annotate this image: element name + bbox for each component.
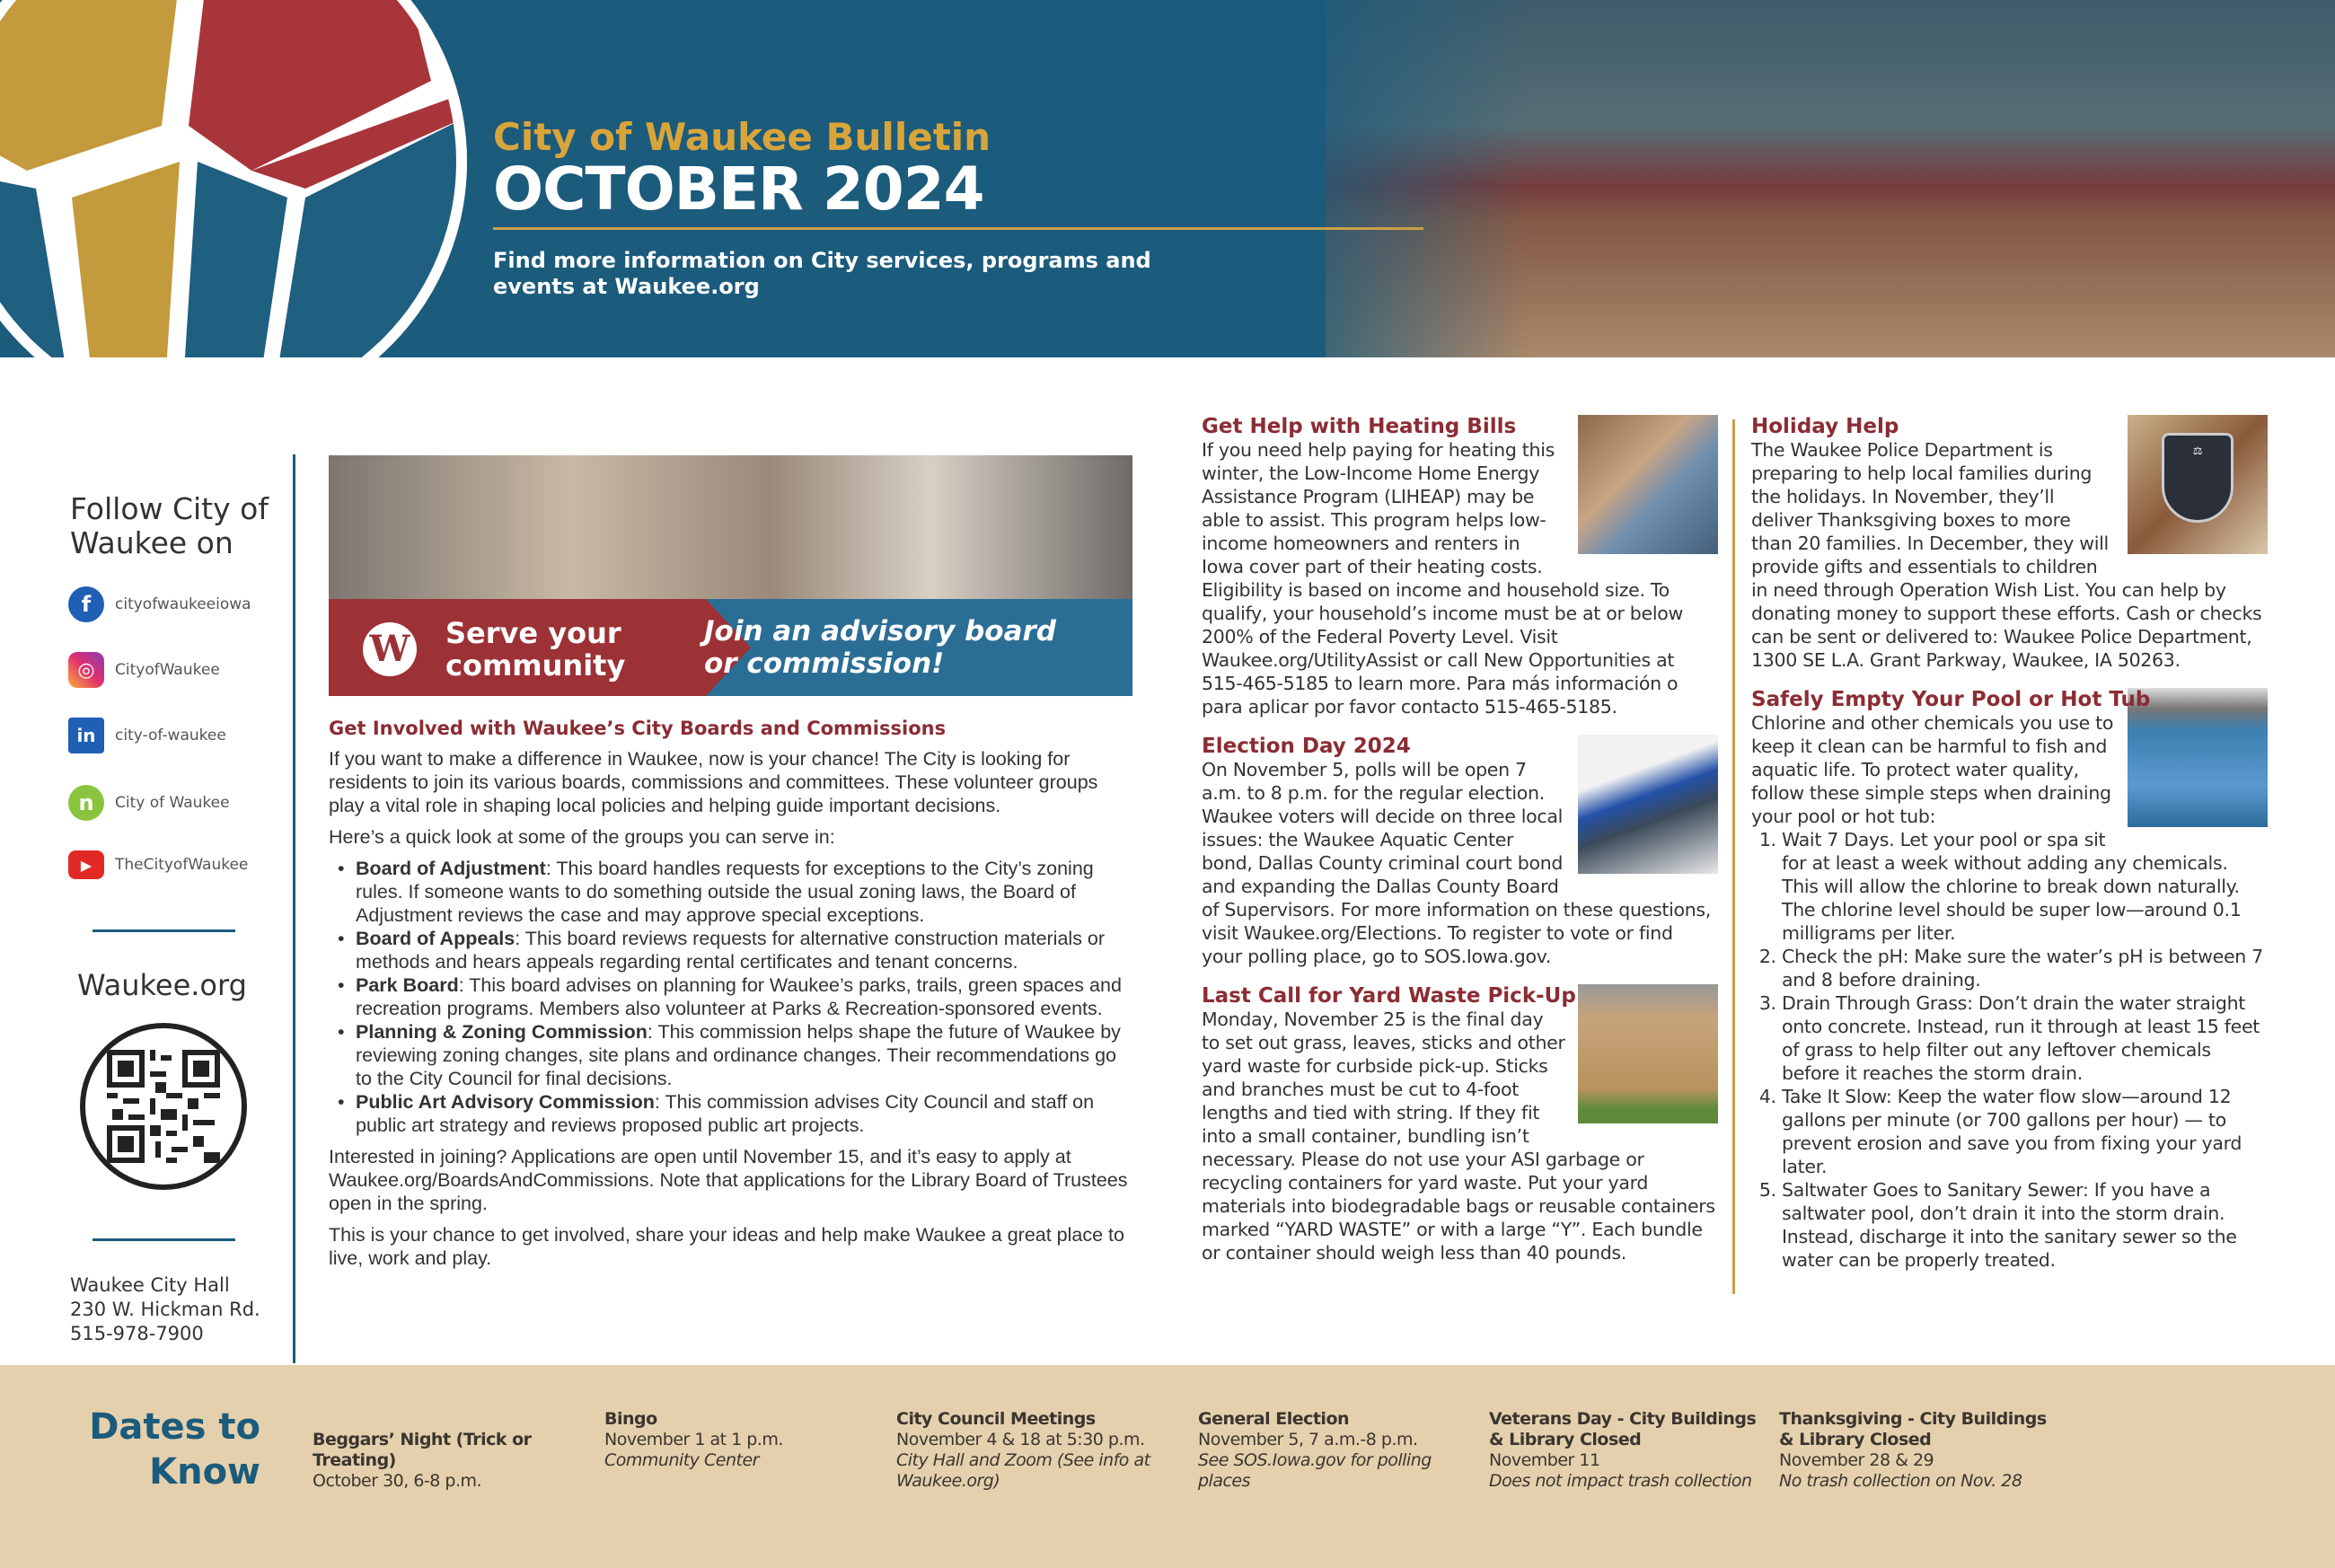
event-title: Bingo (604, 1409, 657, 1429)
list-item: 3. Drain Through Grass: Don’t drain the water straight onto concrete. Instead, run it through at least 15 feet of grass to help filter out any leftover chemicals before it reaches the storm drain. (1782, 991, 2268, 1085)
board-desc: : This board reviews requests for alternative construction materials or methods and hears appeals regarding rental certificates and tenant concerns. (356, 928, 1106, 973)
phone-number: 515-978-7900 (70, 1323, 204, 1344)
right-column (1751, 415, 2268, 1288)
boards-heading: Get Involved with Waukee’s City Boards and Commissions (329, 718, 947, 739)
boards-intro: If you want to make a difference in Waukee, now is your chance! The City is looking for residents to join its various boards, commissions and committees. These volunteer groups play a vital role in shaping local policies and helping guide important decisions. (329, 748, 1098, 816)
header-info: Find more information on City services, programs and events at Waukee.org (493, 248, 1151, 299)
boards-closing: This is your chance to get involved, share your ideas and help make Waukee a great place to live, work and play. (329, 1224, 1124, 1269)
boards-article (329, 717, 1137, 1278)
bulletin-subtitle: City of Waukee Bulletin (493, 115, 991, 159)
dates-heading-line: Dates to (89, 1406, 260, 1448)
list-item: 2. Check the pH: Make sure the water’s pH is between 7 and 8 before draining. (1782, 945, 2268, 991)
list-item: 1. Wait 7 Days. Let your pool or spa sit for at least a week without adding any chemicals. This will allow the chlorine to break down naturally. The chlorine level should be super low—around 0.1 milligrams per liter. (1782, 828, 2268, 945)
holiday-heading: Holiday Help (1751, 415, 1899, 438)
board-name: Board of Adjustment (356, 858, 546, 879)
board-name: Planning & Zoning Commission (356, 1021, 648, 1043)
event-title: Veterans Day - City Buildings & Library Closed (1489, 1409, 1757, 1449)
social-label: City of Waukee (115, 794, 230, 812)
event-date: November 5, 7 a.m.-8 p.m. (1198, 1430, 1418, 1449)
event-note: Community Center (604, 1450, 759, 1470)
address-line: Waukee City Hall (70, 1274, 230, 1296)
address-line: 230 W. Hickman Rd. (70, 1299, 260, 1320)
nextdoor-icon: n (68, 785, 104, 821)
header-band (0, 0, 2335, 357)
yard-heading: Last Call for Yard Waste Pick-Up (1202, 984, 1576, 1008)
list-item (356, 1090, 1137, 1137)
event-item (1779, 1409, 2049, 1492)
event-note: City Hall and Zoom (See info at Waukee.org) (896, 1450, 1150, 1491)
pool-article (1751, 688, 2268, 1272)
sidebar-divider (93, 1238, 235, 1241)
yard-waste-article (1202, 984, 1718, 1264)
social-label: cityofwaukeeiowa (115, 595, 251, 613)
sidebar-divider-line (293, 454, 295, 1363)
heating-article (1202, 415, 1718, 718)
police-donation-photo (2128, 415, 2268, 554)
police-badge-icon: ⚖ (2162, 433, 2234, 523)
heating-photo (1578, 415, 1718, 554)
heating-body: If you need help paying for heating this winter, the Low-Income Home Energy Assistance Program (LIHEAP) may be able to assist. This program helps low-income homeowners and renters in Iowa cover part of their heating costs. Eligibility is based on income and household size. To qualify, your household’s income must be at or below 200% of the Federal Poverty Level. Visit Waukee.org/UtilityAssist or call New Opportunities at 515-465-5185 to learn more. Para más información o para aplicar por favor contacto 515-465-5185. (1202, 439, 1683, 718)
banner-right-text (704, 615, 1081, 680)
social-label: CityofWaukee (115, 661, 220, 679)
list-item: 5. Saltwater Goes to Sanitary Sewer: If you have a saltwater pool, don’t drain it into the storm drain. Instead, discharge it into the sanitary sewer so the water can be properly treated. (1782, 1178, 2268, 1272)
election-heading: Election Day 2024 (1202, 735, 1411, 758)
social-instagram[interactable] (68, 652, 220, 688)
linkedin-icon: in (68, 718, 104, 753)
dates-heading-line: Know (149, 1451, 260, 1493)
heating-heading: Get Help with Heating Bills (1202, 415, 1517, 438)
advisory-board-banner[interactable] (329, 455, 1132, 696)
boards-apply: Interested in joining? Applications are open until November 15, and it’s easy to apply at Waukee.org/BoardsAndCommissions. Note that applications for the Library Board of Trustees open in the spring. (329, 1146, 1128, 1214)
board-name: Board of Appeals (356, 928, 515, 949)
sidebar-divider (93, 929, 235, 932)
instagram-icon: ◎ (68, 652, 104, 688)
city-hall-address (70, 1273, 260, 1346)
board-desc: : This board advises on planning for Waukee’s parks, trails, green spaces and recreation programs. Members also volunteer at Parks & Recreation-sponsored events. (356, 974, 1122, 1019)
boards-list (356, 857, 1137, 1137)
title-divider (493, 227, 1423, 230)
board-name: Park Board (356, 974, 459, 996)
event-note: See SOS.Iowa.gov for polling places (1198, 1450, 1432, 1491)
event-item (1198, 1409, 1458, 1492)
event-date: November 1 at 1 p.m. (604, 1430, 783, 1449)
social-youtube[interactable] (68, 850, 248, 879)
social-nextdoor[interactable] (68, 785, 230, 821)
event-date: November 28 & 29 (1779, 1450, 1934, 1470)
board-desc: : This board handles requests for exceptions to the City’s zoning rules. If someone wants to do something outside the usual zoning laws, the Board of Adjustment reviews the case and may approve special exceptions. (356, 858, 1094, 926)
event-title: City Council Meetings (896, 1409, 1096, 1429)
banner-left-text: Serve your community (445, 616, 626, 683)
boards-lead: Here’s a quick look at some of the groups you can serve in: (329, 826, 835, 848)
banner-right-label: Join an advisory board or commission! (704, 615, 1056, 680)
waukee-w-icon: W (363, 622, 417, 676)
event-title: Thanksgiving - City Buildings & Library Closed (1779, 1409, 2047, 1449)
follow-heading: Follow City of Waukee on (70, 491, 269, 560)
social-linkedin[interactable] (68, 718, 226, 753)
dates-to-know (0, 1365, 2335, 1568)
social-label: city-of-waukee (115, 727, 226, 744)
list-item (356, 857, 1137, 927)
board-desc: : This commission advises City Council and staff on public art strategy and reviews proposed public art projects. (356, 1091, 1095, 1136)
list-item (356, 927, 1137, 973)
election-article (1202, 735, 1718, 968)
list-item (356, 973, 1137, 1020)
middle-column (1202, 415, 1718, 1281)
list-item (356, 1020, 1137, 1090)
event-note: No trash collection on Nov. 28 (1779, 1471, 2022, 1491)
election-photo (1578, 735, 1718, 874)
event-note: Does not impact trash collection (1489, 1471, 1752, 1491)
event-item (313, 1430, 582, 1492)
city-logo-icon (0, 0, 485, 357)
event-title: Beggars’ Night (Trick or Treating) (313, 1430, 532, 1470)
board-name: Public Art Advisory Commission (356, 1091, 655, 1113)
bulletin-title: OCTOBER 2024 (493, 154, 984, 224)
photo-fade (1257, 0, 1527, 357)
facebook-icon: f (68, 586, 104, 622)
list-item: 4. Take It Slow: Keep the water flow slow—around 12 gallons per minute (or 700 gallons per hour) — to prevent erosion and save you from fixing your yard later. (1782, 1085, 2268, 1178)
social-label: TheCityofWaukee (115, 856, 249, 874)
youtube-icon: ▶ (68, 850, 104, 879)
column-divider (1732, 419, 1735, 1294)
pool-steps (1782, 828, 2268, 1272)
event-title: General Election (1198, 1409, 1350, 1429)
holiday-body: The Waukee Police Department is preparing to help local families during the holidays. In November, they’ll deliver Thanksgiving boxes to more than 20 families. In December, they will provide gifts and essentials to children in need through Operation Wish List. You can help by donating money to support these efforts. Cash or checks can be sent or delivered to: Waukee Police Department, 1300 SE L.A. Grant Parkway, Waukee, IA 50263. (1751, 439, 2262, 671)
event-date: November 4 & 18 at 5:30 p.m. (896, 1430, 1145, 1449)
pool-heading: Safely Empty Your Pool or Hot Tub (1751, 688, 2151, 711)
holiday-article (1751, 415, 2268, 672)
event-item (896, 1409, 1166, 1492)
qr-code-icon (80, 1023, 247, 1190)
pool-intro: Chlorine and other chemicals you use to keep it clean can be harmful to fish and aquatic life. To protect water quality, follow these simple steps when draining your pool or hot tub: (1751, 712, 2114, 827)
board-desc: : This commission helps shape the future of Waukee by reviewing zoning changes, site plans and ordinance changes. Their recommendations go to the City Council for final decisions. (356, 1021, 1121, 1089)
website-link[interactable]: Waukee.org (77, 968, 247, 1002)
social-facebook[interactable] (68, 586, 251, 622)
election-body: On November 5, polls will be open 7 a.m. to 8 p.m. for the regular election. Waukee voters will decide on three local issues: the Waukee Aquatic Center bond, Dallas County criminal court bond and expanding the Dallas County Board of Supervisors. For more information on these questions, visit Waukee.org/Elections. To register to vote or find your polling place, go to SOS.Iowa.gov. (1202, 759, 1711, 967)
yard-waste-photo (1578, 984, 1718, 1123)
event-date: October 30, 6-8 p.m. (313, 1471, 482, 1491)
event-item (604, 1409, 874, 1471)
event-date: November 11 (1489, 1450, 1600, 1470)
event-item (1489, 1409, 1758, 1492)
yard-body: Monday, November 25 is the final day to set out grass, leaves, sticks and other yard waste for curbside pick-up. Sticks and branches must be cut to 4-foot lengths and tied with string. If they fit into a small container, bundling isn’t necessary. Please do not use your ASI garbage or recycling containers for yard waste. Put your yard materials into biodegradable bags or reusable containers marked “YARD WASTE” or with a large “Y”. Each bundle or container should weigh less than 40 pounds. (1202, 1009, 1715, 1264)
dates-heading (54, 1405, 260, 1494)
